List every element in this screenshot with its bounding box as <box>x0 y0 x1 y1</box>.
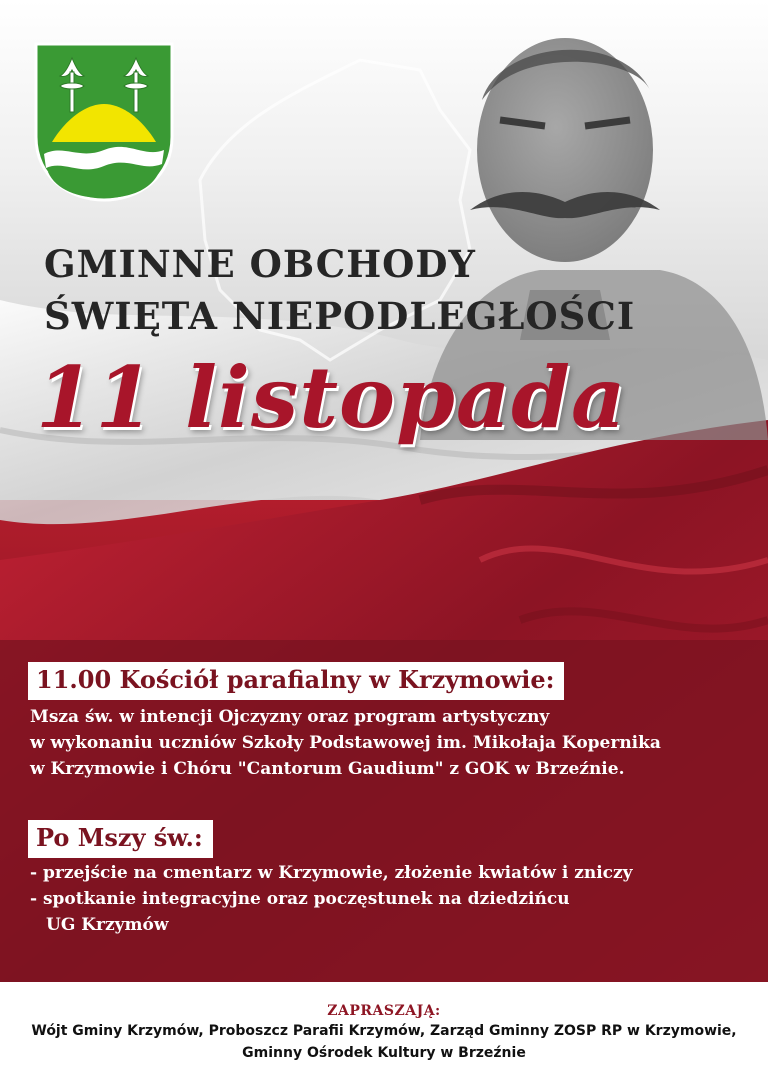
coat-of-arms-icon <box>34 42 174 202</box>
after-mass-item: - spotkanie integracyjne oraz poczęstunek na dziedzińcu <box>30 889 570 909</box>
invite-label: ZAPRASZAJĄ: <box>327 1003 441 1019</box>
heading-line-2: ŚWIĘTA NIEPODLEGŁOŚCI <box>44 294 636 338</box>
event-heading <box>44 238 744 342</box>
after-mass-item: UG Krzymów <box>46 915 169 935</box>
mass-line: Msza św. w intencji Ojczyzny oraz program artystyczny <box>30 707 550 727</box>
mass-description <box>30 704 661 782</box>
after-mass-title: Po Mszy św.: <box>28 820 213 858</box>
mass-title: 11.00 Kościół parafialny w Krzymowie: <box>28 662 564 700</box>
hosts-line-2: Gminny Ośrodek Kultury w Brzeźnie <box>242 1045 526 1061</box>
after-mass-list <box>30 860 633 938</box>
hosts-line-1: Wójt Gminy Krzymów, Proboszcz Parafii Krzymów, Zarząd Gminny ZOSP RP w Krzymowie, <box>31 1023 737 1039</box>
after-mass-item: - przejście na cmentarz w Krzymowie, złożenie kwiatów i zniczy <box>30 863 633 883</box>
footer <box>0 982 768 1086</box>
mass-line: w wykonaniu uczniów Szkoły Podstawowej im. Mikołaja Kopernika <box>30 733 661 753</box>
heading-line-1: GMINNE OBCHODY <box>44 242 476 286</box>
event-date: 11 listopada <box>36 348 627 447</box>
mass-line: w Krzymowie i Chóru "Cantorum Gaudium" z GOK w Brzeźnie. <box>30 759 625 779</box>
